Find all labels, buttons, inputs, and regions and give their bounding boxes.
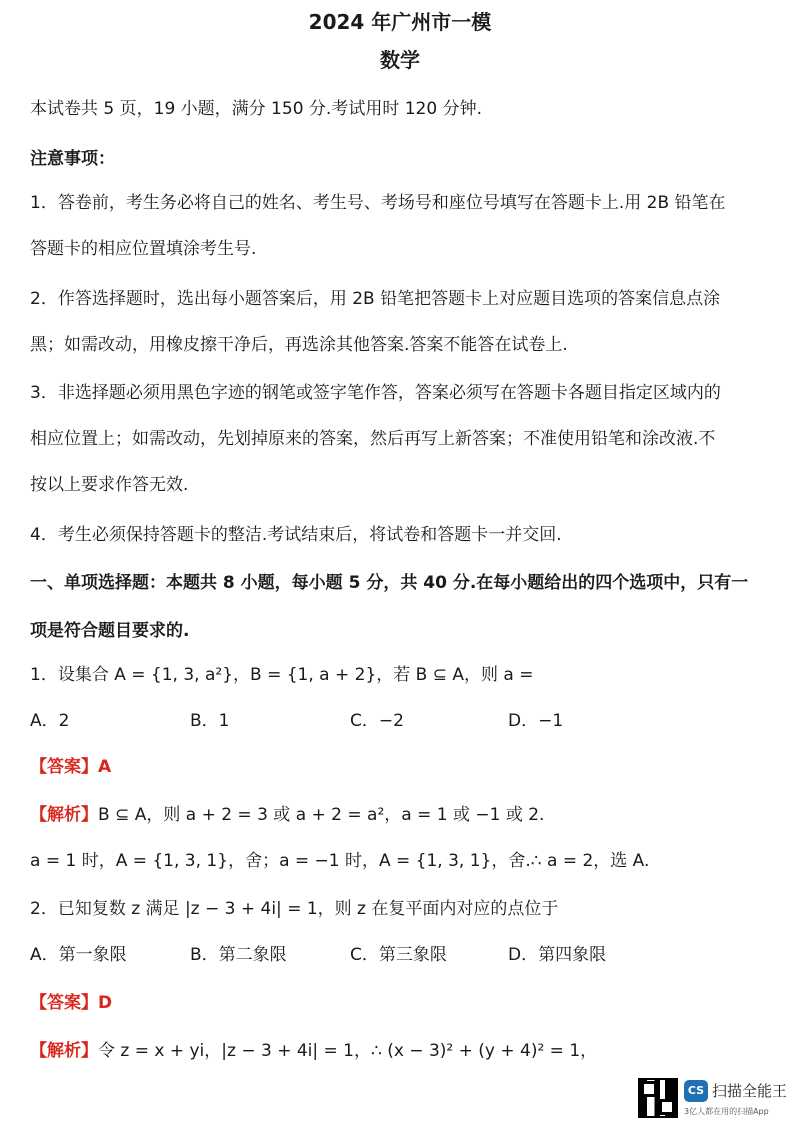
q2-answer-value: D (98, 993, 113, 1013)
q1-stem: 1．设集合 A = {1, 3, a²}，B = {1, a + 2}，若 B ⊆ A，则 a = (30, 665, 534, 685)
q2-option-d: D．第四象限 (508, 945, 607, 965)
q2-option-b: B．第二象限 (190, 945, 287, 965)
q2-option-c: C．第三象限 (350, 945, 447, 965)
q1-analysis-line-1 (30, 804, 780, 826)
q2-stem: 2．已知复数 z 满足 |z − 3 + 4i| = 1，则 z 在复平面内对应的点位于 (30, 899, 559, 919)
scanner-watermark (638, 1078, 790, 1122)
notice-item-3-line-1: 3．非选择题必须用黑色字迹的钢笔或签字笔作答，答案必须写在答题卡各题目指定区域内的 (30, 383, 721, 403)
notice-item-1-line-1: 1．答卷前，考生务必将自己的姓名、考生号、考场号和座位号填写在答题卡上.用 2B 铅笔在 (30, 193, 726, 213)
subject-title: 数学 (380, 48, 420, 72)
q1-option-c: C．−2 (350, 711, 404, 731)
q2-option-a: A．第一象限 (30, 945, 127, 965)
notice-item-2-line-1: 2．作答选择题时，选出每小题答案后，用 2B 铅笔把答题卡上对应题目选项的答案信息点涂 (30, 289, 721, 309)
section-1-heading-line-2: 项是符合题目要求的. (30, 621, 190, 641)
notice-heading: 注意事项： (30, 149, 115, 169)
notice-item-1-line-2: 答题卡的相应位置填涂考生号. (30, 239, 257, 259)
q1-analysis-line-2: a = 1 时，A = {1, 3, 1}，舍；a = −1 时，A = {1, 3, 1}，舍.∴ a = 2，选 A. (30, 851, 650, 871)
notice-item-3-line-2: 相应位置上；如需改动，先划掉原来的答案，然后再写上新答案；不准使用铅笔和涂改液.不 (30, 429, 716, 449)
camscanner-app-name: 扫描全能王 (712, 1082, 788, 1100)
q2-analysis-label: 【解析】 (30, 1041, 98, 1061)
notice-item-4: 4．考生必须保持答题卡的整洁.考试结束后，将试卷和答题卡一并交回. (30, 525, 562, 545)
camscanner-tagline: 3亿人都在用的扫描App (684, 1107, 769, 1116)
q1-analysis-text-1: B ⊆ A，则 a + 2 = 3 或 a + 2 = a²，a = 1 或 −1 或 2. (98, 805, 545, 825)
q2-answer (30, 992, 780, 1014)
camscanner-logo: CS (684, 1080, 708, 1102)
q1-answer-value: A (98, 757, 112, 777)
notice-item-2-line-2: 黑；如需改动，用橡皮擦干净后，再选涂其他答案.答案不能答在试卷上. (30, 335, 568, 355)
q2-answer-label: 【答案】 (30, 993, 98, 1013)
q1-answer (30, 756, 780, 778)
q1-answer-label: 【答案】 (30, 757, 98, 777)
q2-analysis-text-1: 令 z = x + yi，|z − 3 + 4i| = 1，∴ (x − 3)² + (y + 4)² = 1， (98, 1041, 598, 1061)
q1-option-a: A．2 (30, 711, 70, 731)
q1-analysis-label: 【解析】 (30, 805, 98, 825)
q1-option-b: B．1 (190, 711, 230, 731)
qr-code-icon (638, 1078, 678, 1118)
q1-option-d: D．−1 (508, 711, 564, 731)
exam-title: 2024 年广州市一模 (308, 10, 492, 34)
notice-item-3-line-3: 按以上要求作答无效. (30, 475, 189, 495)
q2-analysis-line-1 (30, 1040, 780, 1062)
section-1-heading-line-1: 一、单项选择题：本题共 8 小题，每小题 5 分，共 40 分.在每小题给出的四个选项中，只有一 (30, 573, 749, 593)
intro-text: 本试卷共 5 页，19 小题，满分 150 分.考试用时 120 分钟. (30, 99, 482, 119)
